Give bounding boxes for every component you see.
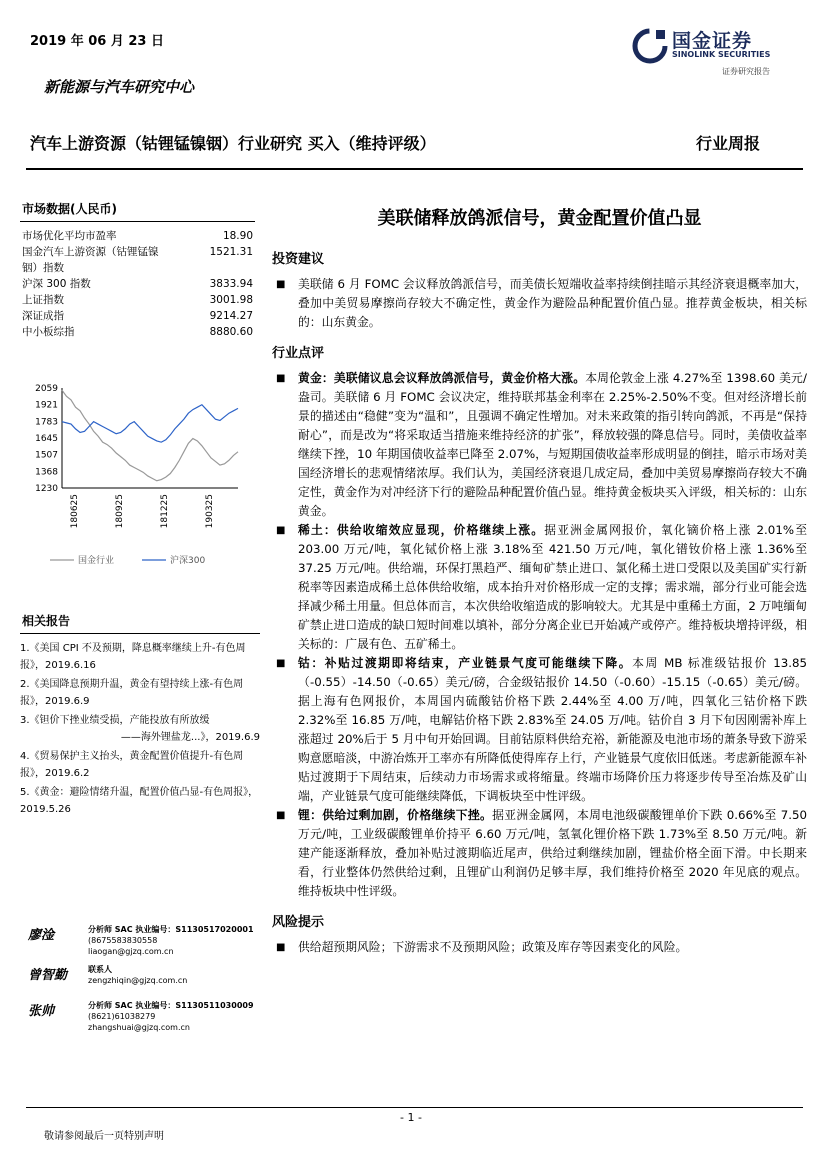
market-row-label: 上证指数 xyxy=(22,294,64,306)
market-row-value: 3001.98 xyxy=(209,294,253,306)
header-divider xyxy=(26,168,803,170)
analyst-email[interactable]: liaogan@gjzq.com.cn xyxy=(88,947,174,956)
research-center: 新能源与汽车研究中心 xyxy=(44,78,195,96)
market-row-value: 18.90 xyxy=(222,230,253,242)
chart-x-tick-label: 180625 xyxy=(70,494,80,529)
related-report-item[interactable]: 5.《黄金：避险情绪升温，配置价值凸显-有色周报》，2019.5.26 xyxy=(20,787,259,815)
analyst-email[interactable]: zengzhiqin@gjzq.com.cn xyxy=(88,976,188,985)
square-bullet-icon: ■ xyxy=(276,942,286,953)
market-row xyxy=(20,292,255,308)
chart-legend-label: 国金行业 xyxy=(78,556,115,566)
analyst-phone: (8621)61038279 xyxy=(88,1012,156,1021)
bullet-lead: 锂：供给过剩加剧，价格继续下挫。 xyxy=(298,808,493,822)
analyst-email[interactable]: zhangshuai@gjzq.com.cn xyxy=(88,1023,190,1032)
bullet-text: 供给超预期风险；下游需求不及预期风险；政策及库存等因素变化的风险。 xyxy=(298,940,688,954)
market-row-value: 8880.60 xyxy=(209,326,253,338)
market-row-value: 9214.27 xyxy=(209,310,253,322)
market-row xyxy=(20,244,255,276)
logo-name: 国金证券 xyxy=(672,30,753,52)
analyst-info xyxy=(88,1000,254,1033)
bullet-item xyxy=(272,938,807,957)
related-report-item[interactable]: 4.《贸易保护主义抬头，黄金配置价值提升-有色周报》，2019.6.2 xyxy=(20,751,244,779)
section-heading: 投资建议 xyxy=(272,252,325,267)
bullet-lead: 钴：补贴过渡期即将结束，产业链景气度可能继续下降。 xyxy=(298,656,633,670)
analyst-block xyxy=(28,924,288,964)
chart-y-tick-label: 1368 xyxy=(35,467,58,478)
related-title: 相关报告 xyxy=(22,614,71,628)
chart-series-line xyxy=(62,390,238,480)
analyst-name: 廖淦 xyxy=(28,928,55,943)
logo-subtitle: 证券研究报告 xyxy=(722,67,770,76)
bullet-item xyxy=(272,369,807,521)
square-bullet-icon: ■ xyxy=(276,373,286,384)
bullet-text: 据亚洲金属网，本周电池级碳酸锂单价下跌 0.66%至 7.50 万元/吨，工业级碳酸锂单价持平 6.60 万元/吨，氢氧化锂价格下跌 1.73%至 8.50 万元/吨。新建产能逐渐释放，叠加补贴过渡期临近尾声，供给过剩继续加剧，锂盐价格全面下滑。中长期来看，行业整体仍然供给过剩，且锂矿山利润仍足够丰厚，我们维持价格至 2020 年见底的观点。维持板块中性评级。 xyxy=(298,808,807,898)
market-row xyxy=(20,308,255,324)
market-data-rows xyxy=(20,228,255,340)
chart-y-tick-label: 1645 xyxy=(35,433,58,444)
chart-y-tick-label: 1921 xyxy=(35,400,58,411)
related-divider xyxy=(20,633,260,634)
chart-y-tick-label: 2059 xyxy=(35,384,58,394)
report-type: 行业周报 xyxy=(696,134,761,153)
analyst-block xyxy=(28,964,288,1004)
report-title: 美联储释放鸽派信号，黄金配置价值凸显 xyxy=(377,208,702,229)
sinolink-logo-icon xyxy=(632,26,672,66)
market-row-value: 3833.94 xyxy=(209,278,253,290)
market-row-label: 国金汽车上游资源（钴锂锰镍铟）指数 xyxy=(22,246,159,274)
chart-y-tick-label: 1230 xyxy=(35,484,58,494)
related-reports xyxy=(20,612,260,820)
market-row-value: 1521.31 xyxy=(209,246,253,258)
chart-x-tick-label: 190325 xyxy=(205,494,215,529)
main-content xyxy=(272,196,807,957)
analyst-info xyxy=(88,924,254,957)
bullet-item xyxy=(272,521,807,654)
square-bullet-icon: ■ xyxy=(276,658,286,669)
market-data-panel xyxy=(20,200,255,340)
logo-english: SINOLINK SECURITIES xyxy=(672,50,771,59)
square-bullet-icon: ■ xyxy=(276,279,286,290)
analyst-phone: (8675583830558 xyxy=(88,936,158,945)
chart-y-tick-label: 1507 xyxy=(35,450,58,461)
analyst-role: 联系人 xyxy=(88,965,112,974)
bullet-item xyxy=(272,806,807,901)
footer-disclaimer: 敬请参阅最后一页特别声明 xyxy=(44,1131,164,1142)
related-report-line: 3.《钽价下挫业绩受损，产能投放有所放缓 xyxy=(20,715,210,726)
market-row-label: 沪深 300 指数 xyxy=(22,278,91,290)
analyst-name: 曾智勤 xyxy=(28,968,68,983)
bullet-item xyxy=(272,275,807,332)
market-data-title: 市场数据(人民币) xyxy=(22,202,117,216)
market-row xyxy=(20,324,255,340)
related-report-item[interactable] xyxy=(20,712,260,746)
market-row xyxy=(20,276,255,292)
market-data-divider xyxy=(20,221,255,222)
market-row-label: 市场优化平均市盈率 xyxy=(22,230,117,242)
market-row xyxy=(20,228,255,244)
section-heading: 行业点评 xyxy=(272,346,325,361)
analyst-info xyxy=(88,964,187,986)
report-date: 2019 年 06 月 23 日 xyxy=(30,34,164,49)
market-row-label: 中小板综指 xyxy=(22,326,75,338)
related-report-line: ——海外锂盐龙...》，2019.6.9 xyxy=(120,732,260,743)
square-bullet-icon: ■ xyxy=(276,525,286,536)
page-number: - 1 - xyxy=(400,1111,422,1124)
bullet-text: 本周伦敦金上涨 4.27%至 1398.60 美元/盎司。美联储 6 月 FOMC 会议决定，维持联邦基金利率在 2.25%-2.50%不变。但对经济增长前景的描述由“稳健”变为“温和”，且强调不确定性增加。对未来政策的指引转向鸽派，不再是“保持耐心”，而是改为“将采取适当措施来维持经济的扩张”，释放较强的降息信号。同时，美债收益率继续下挫，10 年期国债收益率已降至 2.07%，与短期国债收益率形成明显的倒挂，暗示市场对美国经济增长的悲观情绪浓厚。我们认为，美国经济衰退几成定局，叠加中美贸易摩擦尚存较大不确定性，黄金作为对冲经济下行的避险品种配置价值凸显。维持黄金板块买入评级，相关标的：山东黄金。 xyxy=(298,371,808,518)
market-row-label: 深证成指 xyxy=(22,310,64,322)
analyst-name: 张帅 xyxy=(28,1004,55,1019)
analyst-block xyxy=(28,1000,288,1040)
analyst-sac: 分析师 SAC 执业编号：S1130517020001 xyxy=(88,925,254,934)
bullet-lead: 黄金：美联储议息会议释放鸽派信号，黄金价格大涨。 xyxy=(298,371,586,385)
chart-y-tick-label: 1783 xyxy=(35,417,58,428)
related-report-item[interactable]: 1.《美国 CPI 不及预期，降息概率继续上升-有色周报》，2019.6.16 xyxy=(20,643,246,671)
index-chart-svg xyxy=(20,378,250,578)
chart-legend-label: 沪深300 xyxy=(170,556,206,566)
bullet-item xyxy=(272,654,807,806)
footer-divider xyxy=(26,1107,803,1108)
chart-x-tick-label: 181225 xyxy=(160,494,170,529)
bullet-text: 美联储 6 月 FOMC 会议释放鸽派信号，而美债长短端收益率持续倒挂暗示其经济衰退概率加大，叠加中美贸易摩擦尚存较大不确定性，黄金作为避险品种配置价值凸显。推荐黄金板块，相关标的：山东黄金。 xyxy=(298,277,807,329)
report-headline: 汽车上游资源（钴锂锰镍铟）行业研究 买入（维持评级） xyxy=(30,134,436,153)
square-bullet-icon: ■ xyxy=(276,810,286,821)
bullet-lead: 稀土：供给收缩效应显现，价格继续上涨。 xyxy=(298,523,545,537)
index-chart xyxy=(20,378,250,578)
chart-x-tick-label: 180925 xyxy=(115,494,125,529)
section-heading: 风险提示 xyxy=(272,915,325,930)
bullet-text: 据亚洲金属网报价，氧化镝价格上涨 2.01%至 203.00 万元/吨，氧化铽价格上涨 3.18%至 421.50 万元/吨，氧化镨钕价格上涨 1.36%至 37.25 万元/吨。供给端，环保打黑趋严、缅甸矿禁止进口、氯化稀土进口受限以及美国矿实行新税率等因素造成稀土总体供给收缩，成本抬升对价格形成一定的支撑；需求端，部分行业可能会选择减少稀土用量。但总体而言，本次供给收缩造成的影响较大。尤其是中重稀土方面，2 万吨缅甸矿禁止进口造成的缺口短时间难以填补，部分分离企业已开始减产或停产。维持板块增持评级，相关标的：广晟有色、五矿稀土。 xyxy=(298,523,807,651)
bullet-text: 本周 MB 标准级钴报价 13.85（-0.55）-14.50（-0.65）美元/磅，合金级钴报价 14.50（-0.60）-15.15（-0.65）美元/磅。据上海有色网报价，本周国内硫酸钴价格下跌 2.44%至 4.00 万/吨，四氧化三钴价格下跌 2.32%至 16.85 万/吨，电解钴价格下跌 2.83%至 24.05 万/吨。钴价自 3 月下旬因刚需补库上涨超过 20%后于 5 月中旬开始回调。目前钴原料供给充裕，新能源及电池市场的萧条导致下游采购意愿暗淡，中游冶炼开工率亦有所降低使得库存上行，产业链景气度依旧低迷。考虑新能源车补贴过渡期于下周结束，后续动力市场需求或将缩量。终端市场降价压力将逐步传导至冶炼及矿山端，产业链景气度可能继续降低，下调板块至中性评级。 xyxy=(298,656,807,803)
related-report-item[interactable]: 2.《美国降息预期升温，黄金有望持续上涨-有色周报》，2019.6.9 xyxy=(20,679,244,707)
analyst-sac: 分析师 SAC 执业编号：S1130511030009 xyxy=(88,1001,254,1010)
